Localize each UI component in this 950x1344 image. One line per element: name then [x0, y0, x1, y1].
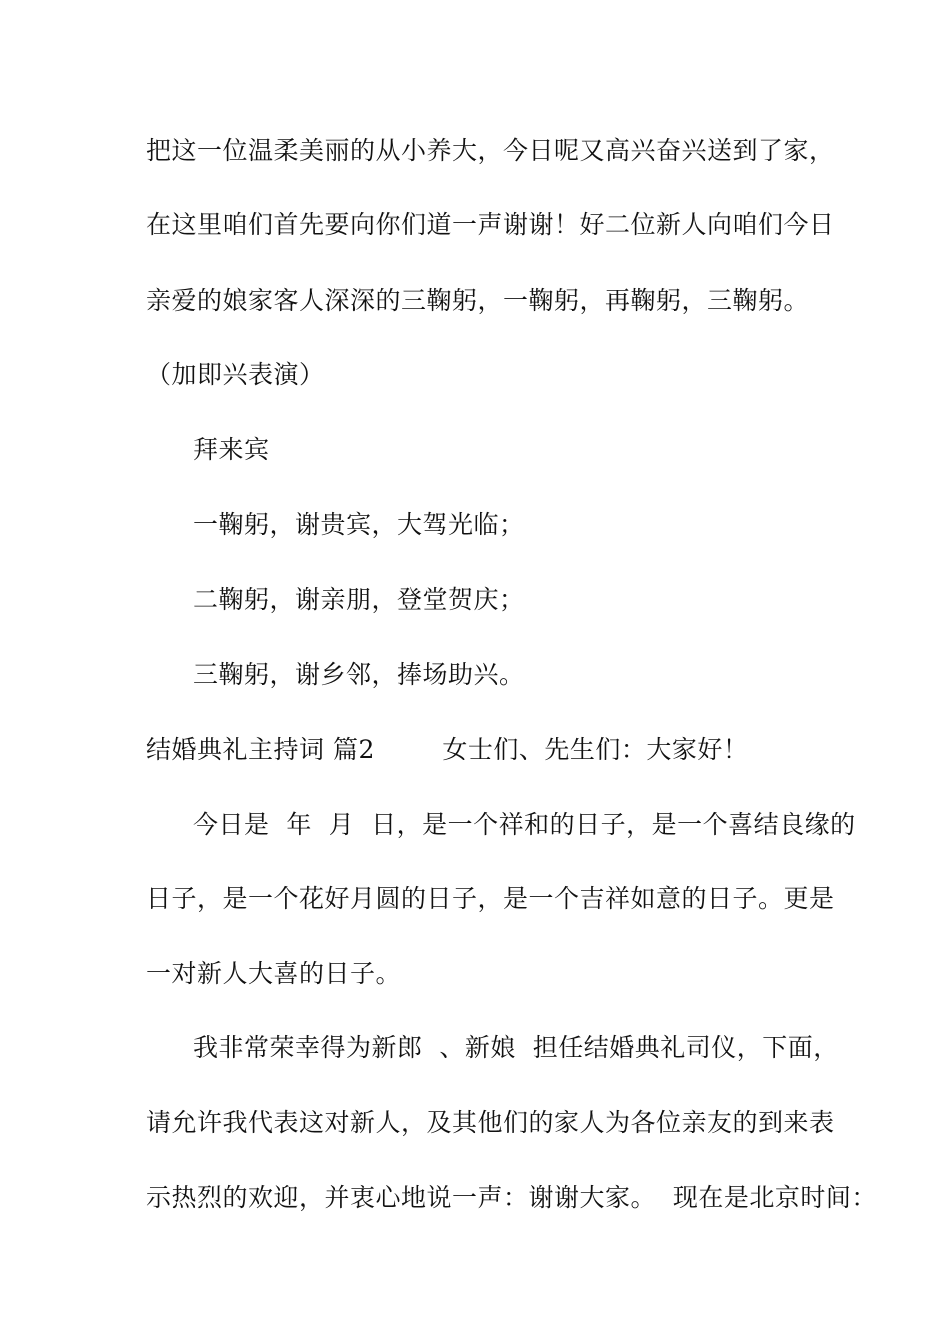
text-line-3: 亲爱的娘家客人深深的三鞠躬，一鞠躬，再鞠躬，三鞠躬。	[146, 286, 810, 315]
text-line-15: 示热烈的欢迎，并衷心地说一声：谢谢大家。 现在是北京时间：	[146, 1183, 877, 1212]
text-line-14: 请允许我代表这对新人，及其他们的家人为各位亲友的到来表	[146, 1108, 835, 1137]
text-line-4: （加即兴表演）	[146, 360, 325, 389]
text-line-13: 我非常荣幸得为新郎 、新娘 担任结婚典礼司仪，下面，	[193, 1033, 839, 1062]
text-line-10: 今日是 年 月 日，是一个祥和的日子，是一个喜结良缘的	[193, 810, 856, 839]
section-heading-line: 结婚典礼主持词 篇2 女士们、先生们：大家好！	[146, 735, 749, 764]
text-line-2: 在这里咱们首先要向你们道一声谢谢！好二位新人向咱们今日	[146, 210, 835, 239]
text-line-12: 一对新人大喜的日子。	[146, 959, 402, 988]
text-line-6: 一鞠躬，谢贵宾，大驾光临；	[193, 510, 525, 539]
text-line-1: 把这一位温柔美丽的从小养大，今日呢又高兴奋兴送到了家，	[146, 136, 835, 165]
text-line-7: 二鞠躬，谢亲朋，登堂贺庆；	[193, 585, 525, 614]
text-line-5: 拜来宾	[193, 435, 270, 464]
text-line-11: 日子，是一个花好月圆的日子，是一个吉祥如意的日子。更是	[146, 884, 835, 913]
text-line-8: 三鞠躬，谢乡邻，捧场助兴。	[193, 660, 525, 689]
